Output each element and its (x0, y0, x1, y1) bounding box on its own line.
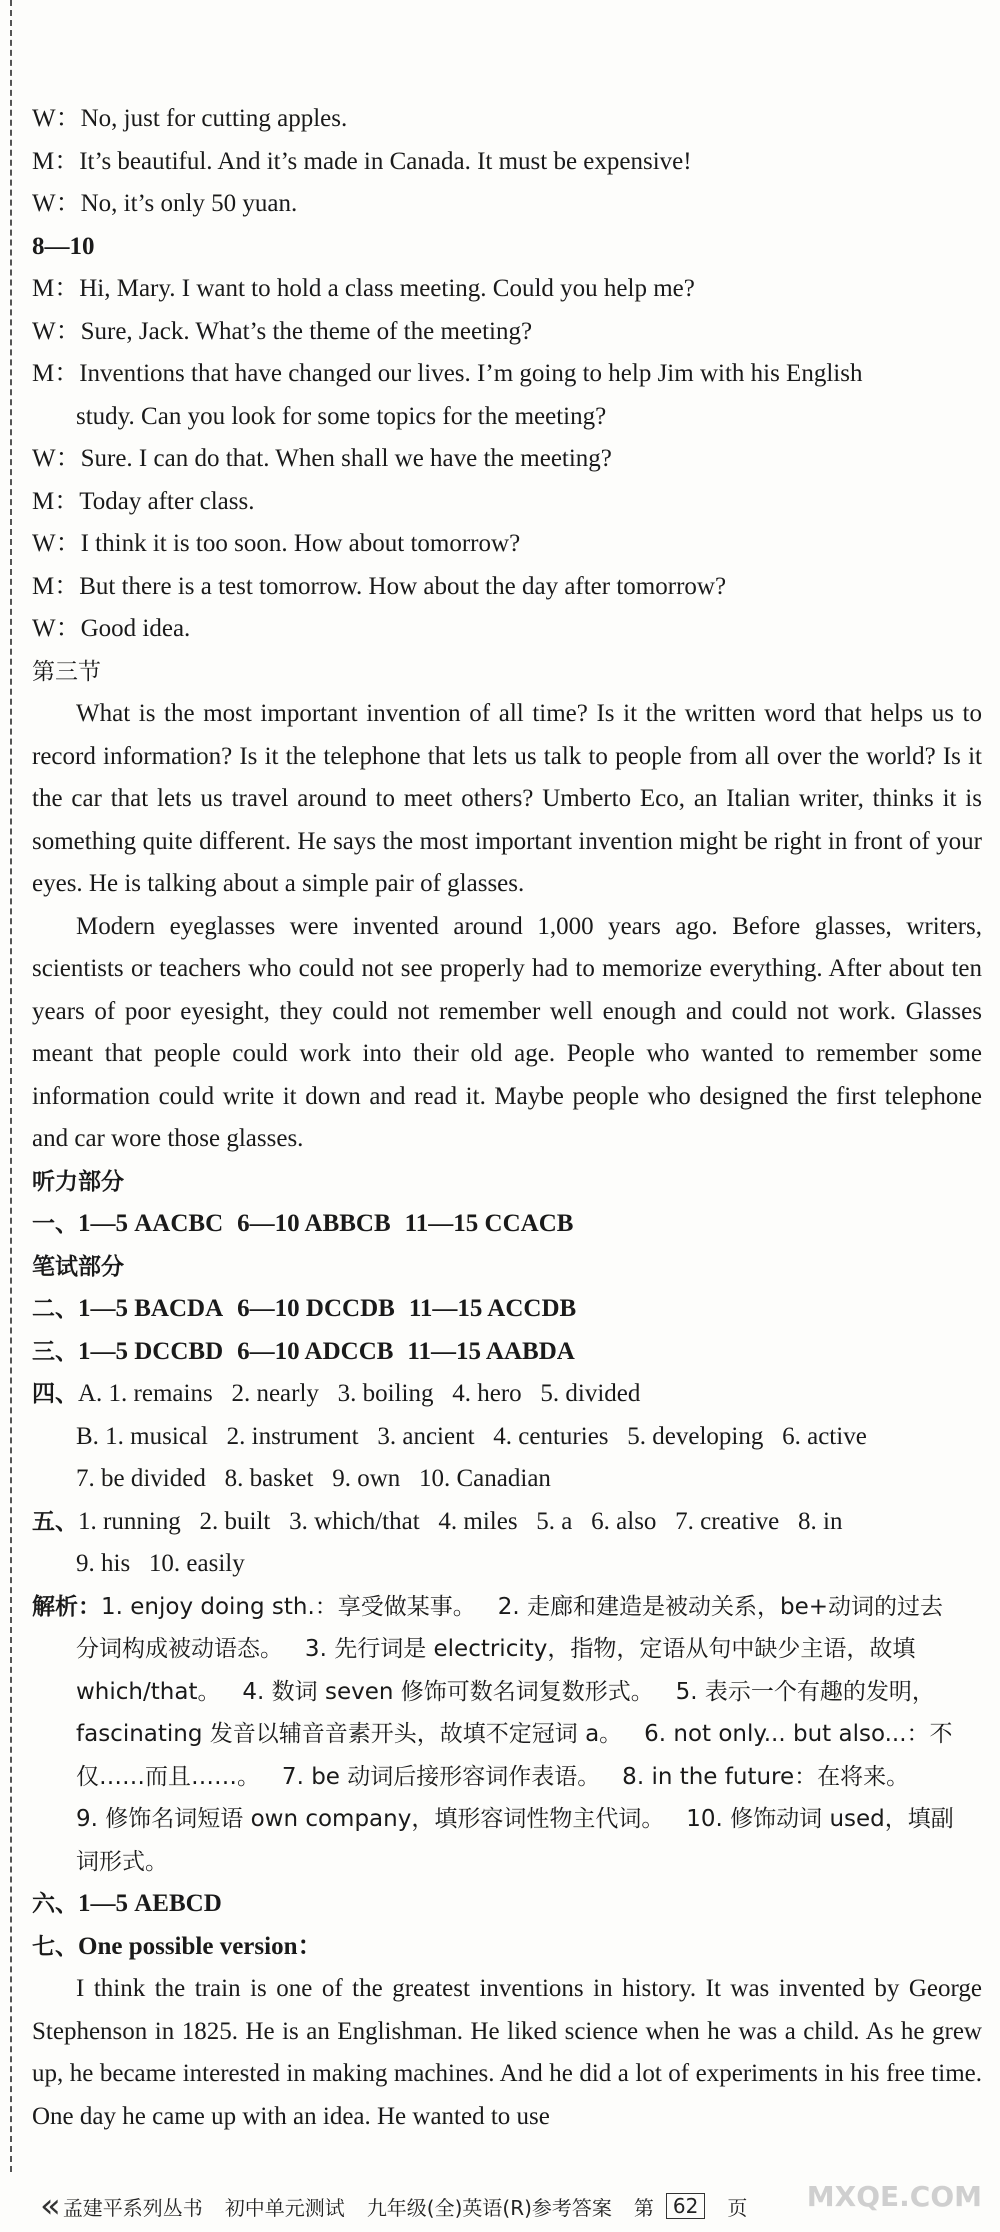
dialog-2 (32, 268, 982, 651)
speaker-label: M： (32, 147, 80, 175)
answers-section-5 (32, 1501, 982, 1544)
answers-1-group-a: 1—5 AACBC (78, 1210, 224, 1237)
dialog-text: Today after class. (79, 487, 255, 515)
dialog-line (32, 566, 982, 609)
answers-section-4-a (32, 1373, 982, 1416)
footer-page-suffix: 页 (727, 2195, 748, 2220)
footer-series: 孟建平系列丛书 (62, 2195, 203, 2220)
answers-1-label: 一、 (32, 1211, 78, 1237)
dialog-line (32, 268, 982, 311)
written-part-title: 笔试部分 (32, 1253, 124, 1280)
answers-6-label: 六、 (32, 1891, 78, 1917)
answers-section-1 (32, 1203, 982, 1246)
speaker-label: W： (32, 190, 81, 217)
section-3-title: 第三节 (32, 658, 101, 685)
dialog-text: Sure. I can do that. When shall we have the meeting? (80, 445, 612, 472)
answers-4-b-line-2: 7. be divided 8. basket 9. own 10. Canadian (76, 1465, 551, 1492)
dialog-line (32, 481, 982, 524)
model-essay: I think the train is one of the greatest inventions in history. It was invented by George Stephenson in 1825. He is an Englishman. He liked science when he was a child. As he grew up, he became interested in making machines. And he did a lot of experiments in his free time. One day he came up with an idea. He wanted to use (32, 1975, 982, 2130)
speaker-label: M： (32, 275, 80, 302)
watermark-logo: MXQE.COM (806, 2180, 982, 2213)
answers-5-line-2: 9. his 10. easily (76, 1550, 245, 1577)
answers-2-group-b: 6—10 DCCDB (237, 1295, 395, 1322)
speaker-label: W： (32, 445, 81, 472)
dialog-text: Inventions that have changed our lives. I’m going to help Jim with his English (79, 360, 863, 387)
analysis-text-2: 分词构成被动语态。 3. 先行词是 electricity，指物，定语从句中缺少主语，故填 (76, 1636, 916, 1662)
answers-section-6 (32, 1883, 982, 1926)
answers-1-group-c: 11—15 CCACB (404, 1210, 574, 1237)
answers-2-group-c: 11—15 ACCDB (408, 1295, 577, 1322)
answers-7-title: One possible version： (78, 1932, 323, 1960)
analysis-line-1 (32, 1586, 982, 1629)
speaker-label: M： (32, 572, 80, 600)
analysis-label: 解析： (32, 1593, 101, 1620)
answers-4-b-line-1: B. 1. musical 2. instrument 3. ancient 4. centuries 5. developing 6. active (76, 1422, 867, 1450)
footer-page-prefix: 第 (633, 2195, 654, 2220)
dialog-text: But there is a test tomorrow. How about the day after tomorrow? (79, 572, 727, 600)
answers-3-group-b: 6—10 ADCCB (237, 1337, 394, 1365)
answers-3-group-a: 1—5 DCCBD (78, 1337, 224, 1365)
analysis-text-7: 词形式。 (76, 1848, 168, 1875)
analysis-text-5: 仅……而且……。 7. be 动词后接形容词作表语。 8. in the future：在将来。 (76, 1763, 910, 1790)
speaker-label: W： (32, 530, 81, 557)
dialog-line (32, 353, 982, 396)
dialog-line (32, 608, 982, 651)
answers-3-group-c: 11—15 AABDA (407, 1337, 575, 1365)
dialog-1 (32, 98, 982, 226)
answers-section-2 (32, 1288, 982, 1331)
footer-grade: 九年级(全)英语(R)参考答案 (366, 2195, 612, 2220)
dialog-line (32, 311, 982, 354)
analysis-text-1: 1. enjoy doing sth.：享受做某事。 2. 走廊和建造是被动关系，be+动词的过去 (101, 1593, 944, 1620)
footer-book: 初中单元测试 (224, 2195, 345, 2220)
answers-1-group-b: 6—10 ABBCB (237, 1210, 391, 1237)
answers-3-label: 三、 (32, 1338, 78, 1365)
analysis-text-4: fascinating 发音以辅音音素开头，故填不定冠词 a。 6. not only... but also...：不 (76, 1721, 953, 1747)
answers-5-line-1: 1. running 2. built 3. which/that 4. miles 5. a 6. also 7. creative 8. in (78, 1507, 843, 1535)
dialog-text: No, just for cutting apples. (80, 105, 348, 132)
analysis-text-6: 9. 修饰名词短语 own company，填形容词性物主代词。 10. 修饰动词 used，填副 (76, 1806, 954, 1832)
dialog-text: I think it is too soon. How about tomorrow? (80, 530, 521, 557)
answers-section-7 (32, 1926, 982, 1969)
double-chevron-left-icon: « (40, 2186, 53, 2226)
dialog-text: Good idea. (80, 615, 191, 642)
answers-2-label: 二、 (32, 1296, 78, 1322)
answers-5-label: 五、 (32, 1508, 78, 1535)
dialog-line (32, 523, 982, 566)
passage-paragraph-1: What is the most important invention of all time? Is it the written word that helps us to record information? Is it the telephone that lets us talk to people from all over the world? Is it the car that lets us travel around to meet others? Umberto Eco, an Italian writer, thinks it is something quite different. He says the most important invention might be right in front of your eyes. He is talking about a simple pair of glasses. (32, 700, 982, 897)
answers-2-group-a: 1—5 BACDA (78, 1295, 224, 1322)
listening-part-title: 听力部分 (32, 1168, 124, 1195)
dialog-text: It’s beautiful. And it’s made in Canada. It must be expensive! (79, 147, 692, 175)
answers-4-a-line: A. 1. remains 2. nearly 3. boiling 4. hero 5. divided (78, 1380, 641, 1407)
dialog-text: No, it’s only 50 yuan. (80, 190, 298, 217)
dialog-text: Sure, Jack. What’s the theme of the meeting? (80, 317, 533, 345)
section-8-10-title: 8—10 (32, 232, 95, 260)
answers-7-label: 七、 (32, 1933, 78, 1960)
dialog-line (32, 98, 982, 141)
speaker-label: W： (32, 317, 81, 345)
dialog-line (32, 141, 982, 184)
answers-4-label: 四、 (32, 1381, 78, 1407)
speaker-label: M： (32, 360, 80, 387)
speaker-label: W： (32, 615, 81, 642)
dialog-line (32, 438, 982, 481)
dialog-line (32, 183, 982, 226)
footer-page-number: 62 (666, 2193, 705, 2219)
binding-margin-line (10, 0, 13, 2172)
answers-section-3 (32, 1331, 982, 1374)
answer-page (32, 98, 982, 2138)
analysis-text-3: which/that。 4. 数词 seven 修饰可数名词复数形式。 5. 表示一个有趣的发明， (76, 1678, 935, 1705)
answers-6-group-a: 1—5 AEBCD (78, 1890, 222, 1917)
speaker-label: W： (32, 105, 81, 132)
speaker-label: M： (32, 487, 80, 515)
dialog-text: Hi, Mary. I want to hold a class meeting. Could you help me? (79, 275, 695, 302)
dialog-continuation: study. Can you look for some topics for the meeting? (76, 402, 607, 430)
passage-paragraph-2: Modern eyeglasses were invented around 1,000 years ago. Before glasses, writers, scientists or teachers who could not see properly had to memorize everything. After about ten years of poor eyesight, they could not remember well enough and could not work. Glasses meant that people could work into their old age. People who wanted to remember some information could write it down and read it. Maybe people who designed the first telephone and car wore those glasses. (32, 912, 982, 1152)
